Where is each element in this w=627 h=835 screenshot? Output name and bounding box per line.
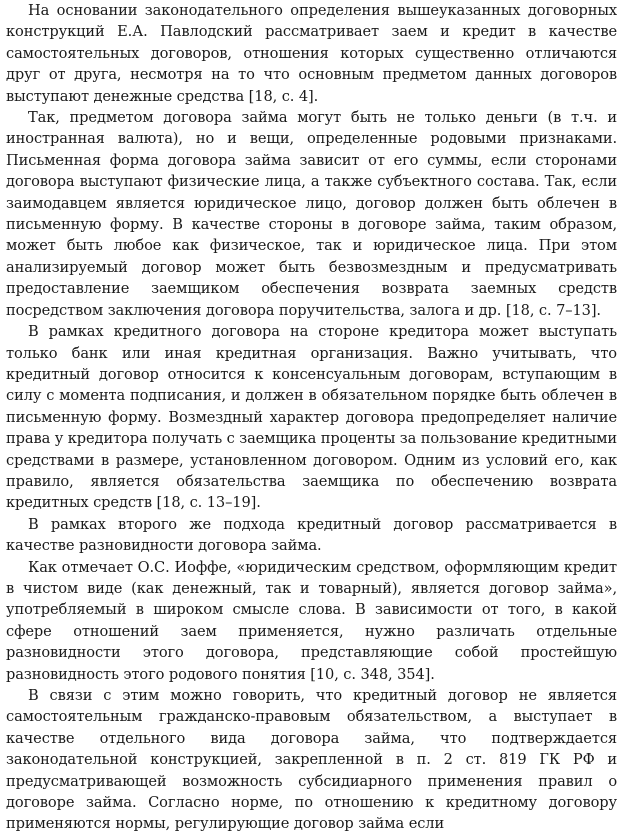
paragraph-6: В связи с этим можно говорить, что кредитный договор не является самостоятельным гражданско-правовым обязательством, а выступает в качестве отдельного вида договора займа, что подтверждается законодательной конструкцией, закрепленной в п. 2 ст. 819 ГК РФ и предусматривающей возможность субсидиарного применения правил о договоре займа. Согласно норме, по отношению к кредитному договору применяются нормы, регулирующие договор займа если (6, 687, 617, 833)
paragraph-4: В рамках второго же подхода кредитный договор рассматривается в качестве разновидности договора займа. (6, 515, 617, 555)
paragraph-5: Как отмечает О.С. Иоффе, «юридическим средством, оформляющим кредит в чистом виде (как денежный, так и товарный), является договор займа», употребляемый в широком смысле слова. В зависимости от того, в какой сфере отношений заем применяется, нужно различать отдельные разновидности этого договора, представляющие собой простейшую разновидность этого родового понятия [10, с. 348, 354]. (6, 558, 617, 683)
paragraph-3: В рамках кредитного договора на стороне кредитора может выступать только банк или иная кредитная организация. Важно учитывать, что кредитный договор относится к консенсуальным договорам, вступающим в силу с момента подписания, и должен в обязательном порядке быть облечен в письменную форму. Возмездный характер договора предопределяет наличие права у кредитора получать с заемщика проценты за пользование кредитными средствами в размере, установленном договором. Одним из условий его, как правило, является обязательства заемщика по обеспечению возврата кредитных средств [18, с. 13–19]. (6, 323, 617, 512)
paragraph-1: На основании законодательного определения вышеуказанных договорных конструкций Е.А. Павлодский рассматривает заем и кредит в качестве самостоятельных договоров, отношения которых существенно отличаются друг от друга, несмотря на то что основным предметом данных договоров выступают денежные средства [18, с. 4]. (6, 2, 617, 105)
document-page (6, 0, 617, 835)
paragraph-2: Так, предметом договора займа могут быть не только деньги (в т.ч. и иностранная валюта), но и вещи, определенные родовыми признаками. Письменная форма договора займа зависит от его суммы, если сторонами договора выступают физические лица, а также субъектного состава. Так, если заимодавцем является юридическое лицо, договор должен быть облечен в письменную форму. В качестве стороны в договоре займа, таким образом, может быть любое как физическое, так и юридическое лица. При этом анализируемый договор может быть безвозмездным и предусматривать предоставление заемщиком обеспечения возврата заемных средств посредством заключения договора поручительства, залога и др. [18, с. 7–13]. (6, 109, 617, 319)
